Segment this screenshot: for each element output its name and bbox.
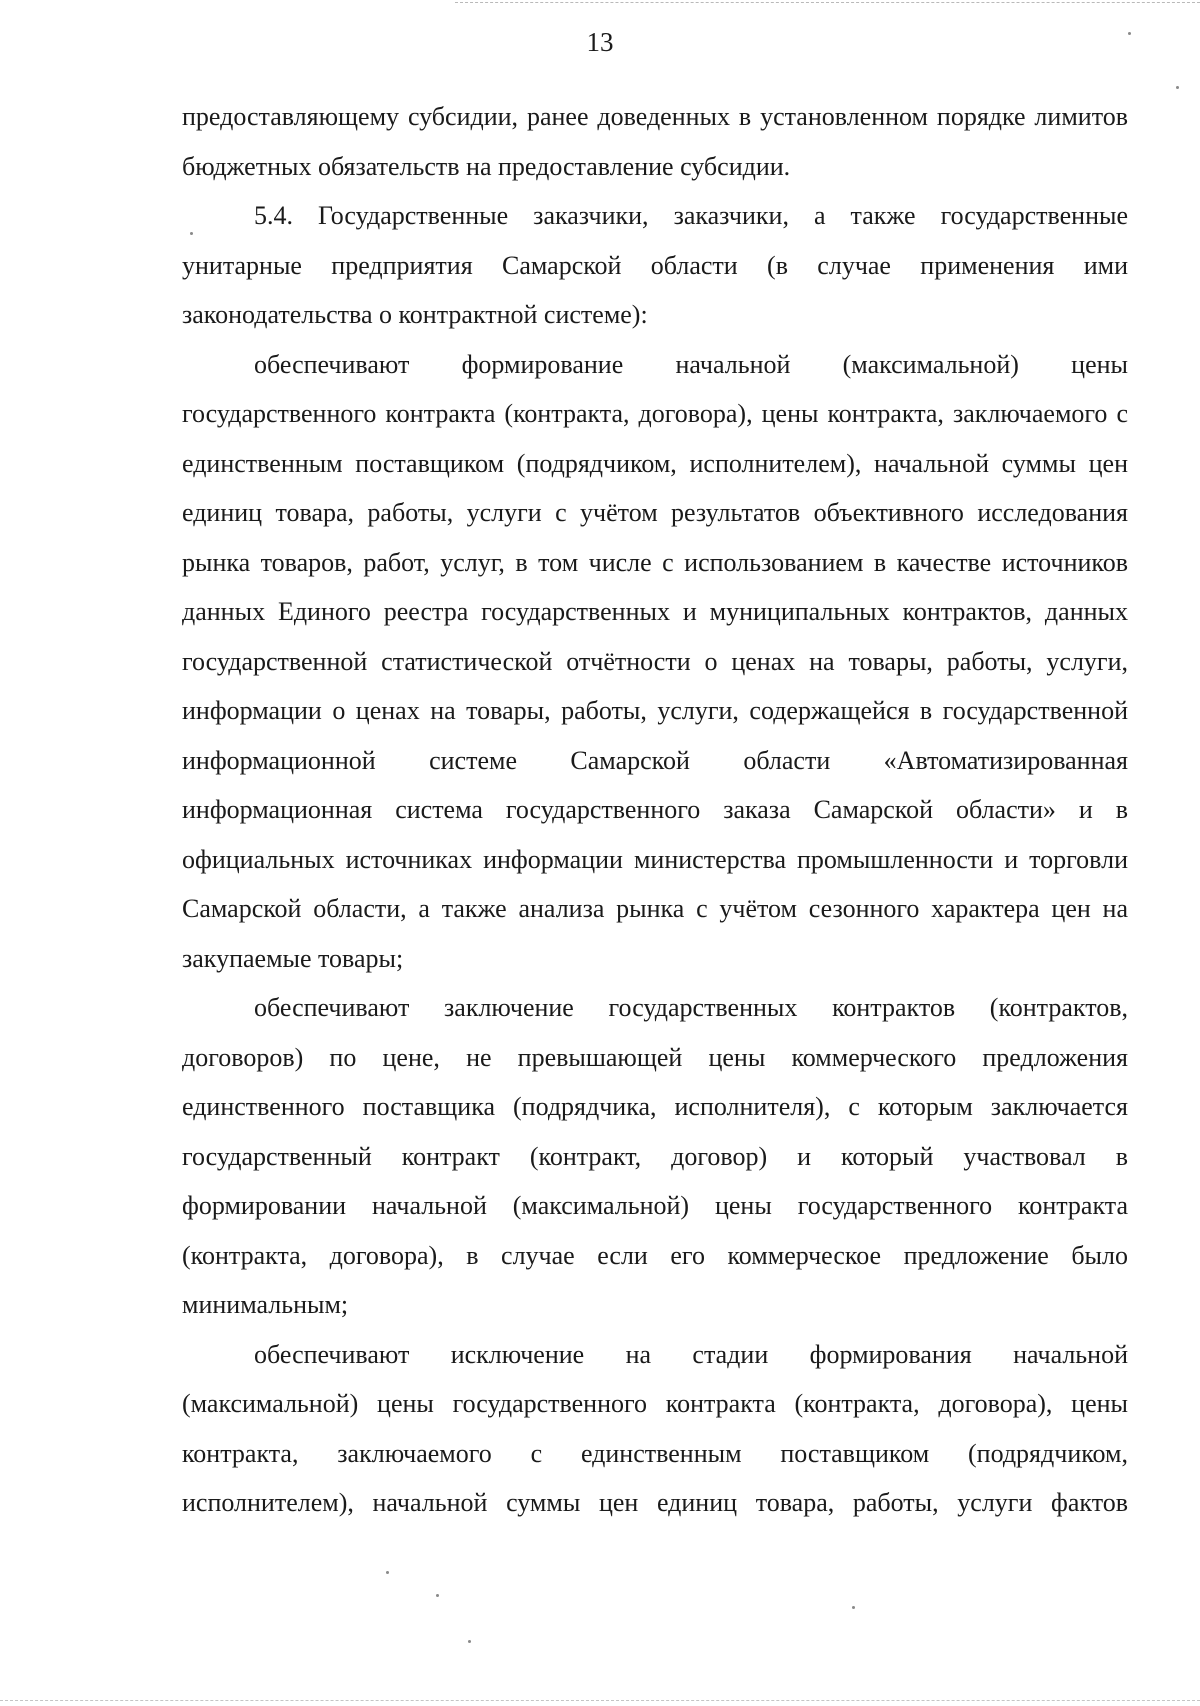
paragraph-section-5-4: 5.4. Государственные заказчики, заказчики, а также государственные унитарные предприятия Самарской области (в случае применения ими законодательства о контрактной системе):	[182, 201, 1128, 329]
paragraph-contract-conclusion: обеспечивают заключение государственных контрактов (контрактов, договоров) по цене, не превышающей цены коммерческого предложения единственного поставщика (подрядчика, исполнителя), с которым заключается государственный контракт (контракт, договор) и который участвовал в формировании начальной (максимальной) цены государственного контракта (контракта, договора), в случае если его коммерческое предложение было минимальным;	[182, 993, 1128, 1319]
scan-speck	[386, 1571, 389, 1574]
paragraph-price-formation: обеспечивают формирование начальной (максимальной) цены государственного контракта (контракта, договора), цены контракта, заключаемого с единственным поставщиком (подрядчиком, исполнителем), начальной суммы цен единиц товара, работы, услуги с учётом результатов объективного исследования рынка товаров, работ, услуг, в том числе с использованием в качестве источников данных Единого реестра государственных и муниципальных контрактов, данных государственной статистической отчётности о ценах на товары, работы, услуги, информации о ценах на товары, работы, услуги, содержащейся в государственной информационной системе Самарской области «Автоматизированная информационная система государственного заказа Самарской области» и в официальных источниках информации министерства промышленности и торговли Самарской области, а также анализа рынка с учётом сезонного характера цен на закупаемые товары;	[182, 349, 1128, 973]
paragraph-exclusion: обеспечивают исключение на стадии формирования начальной (максимальной) цены государственного контракта (контракта, договора), цены контракта, заключаемого с единственным поставщиком (подрядчиком, исполнителем), начальной суммы цен единиц товара, работы, услуги фактов	[182, 1339, 1128, 1517]
scan-speck	[468, 1640, 471, 1643]
scan-edge-line-top	[455, 2, 1200, 3]
scan-speck	[852, 1606, 855, 1609]
page-number: 13	[586, 27, 614, 57]
scan-speck	[190, 232, 193, 235]
document-body	[182, 92, 1128, 1528]
scan-edge-line-bottom	[0, 1700, 1200, 1701]
scan-speck	[436, 1594, 439, 1597]
scan-speck	[1176, 86, 1179, 89]
paragraph-continuation: предоставляющему субсидии, ранее доведенных в установленном порядке лимитов бюджетных обязательств на предоставление субсидии.	[182, 102, 1128, 181]
scan-speck	[1128, 32, 1131, 35]
